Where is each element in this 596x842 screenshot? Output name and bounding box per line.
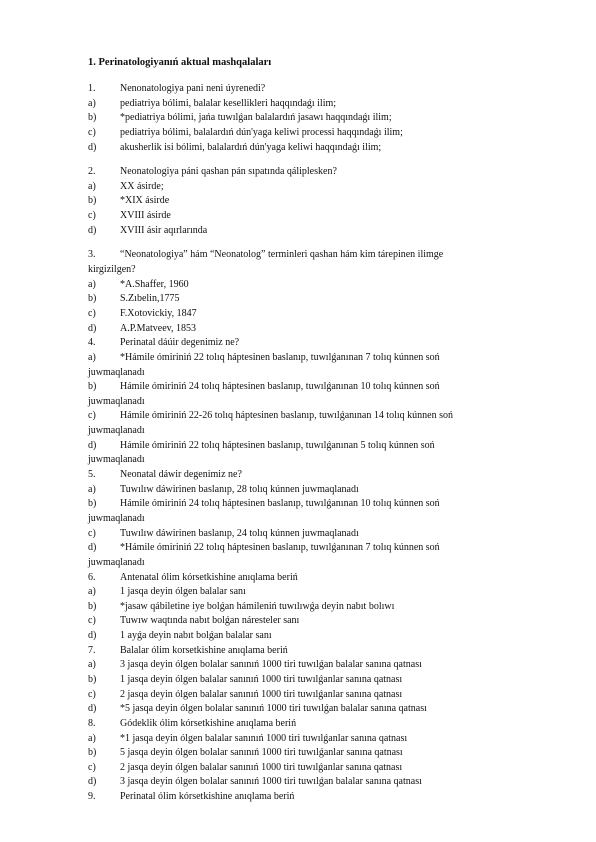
option-text: *pediatriya bólimi, jańa tuwılǵan balalardıń jasawı haqqındaǵı ilim; [120,112,392,124]
option-text: 1 ayǵa deyin nabıt bolǵan balalar sanı [120,630,272,642]
option-text: 5 jasqa deyin ólgen bolalar sanınıń 1000 tiri tuwılǵanlar sanına qatnası [120,747,403,759]
option-text-continuation: juwmaqlanadı [88,366,145,378]
answer-option [88,702,528,717]
option-text: akusherlik isi bólimi, balalardıń dún'yaga keliwi haqqındaǵı ilim; [120,141,382,153]
answer-option [88,292,528,307]
option-text: Tuwılıw dáwirinen baslanıp, 28 tolıq kúnnen juwmaqlanadı [120,483,359,495]
option-label: d) [88,542,97,554]
question-line [88,165,528,180]
question-text: Neonatal dáwir degenimiz ne? [120,469,242,481]
answer-option [88,585,528,600]
question-block [88,644,528,717]
answer-option [88,614,528,629]
answer-option [88,351,528,366]
option-label: c) [88,410,96,422]
option-label: c) [88,307,96,319]
question-line [88,82,528,97]
option-label: c) [88,527,96,539]
answer-option [88,527,528,542]
question-line [88,644,528,659]
question-block [88,82,528,155]
option-text: F.Xotovickiy, 1847 [120,307,197,319]
question-number: 3. [88,249,96,261]
answer-option [88,307,528,322]
option-text-continuation: juwmaqlanadı [88,395,145,407]
option-text: *1 jasqa deyin ólgen balalar sanınıń 1000 tiri tuwılǵanlar sanına qatnası [120,732,408,744]
option-label: c) [88,126,96,138]
answer-option [88,180,528,195]
option-text: 3 jasqa deyin ólgen bolalar sanınıń 1000 tiri tuwılǵan balalar sanına qatnası [120,659,422,671]
question-number: 9. [88,791,96,803]
option-label: a) [88,351,96,363]
option-text: Tuwıw waqtında nabıt bolǵan náresteler sanı [120,615,300,627]
option-text: XX ásirde; [120,180,164,192]
answer-option [88,141,528,156]
option-label: c) [88,688,96,700]
question-number: 2. [88,166,96,178]
answer-option [88,775,528,790]
answer-option [88,209,528,224]
question-block [88,571,528,644]
option-text: Hámile ómiriniń 22-26 tolıq háptesinen baslanıp, tuwılǵanınan 14 tolıq kúnnen soń [120,410,454,422]
option-text: XVIII ásir aqırlarında [120,224,208,236]
option-text: pediatriya bólimi, balalar keselliklerі haqqındaǵı ilim; [120,97,337,109]
answer-option [88,111,528,126]
answer-option [88,97,528,112]
answer-option [88,194,528,209]
answer-option [88,673,528,688]
block-spacer [88,155,528,165]
option-text: *jasaw qábiletine iye bolǵan hámileniń tuwılıwǵa deyin nabıt bolıwı [120,600,395,612]
option-text-continuation: juwmaqlanadı [88,454,145,466]
answer-option [88,688,528,703]
question-line [88,571,528,586]
answer-option [88,497,528,512]
option-text: *Hámile ómiriniń 22 tolıq háptesinen baslanıp, tuwılǵanınan 7 tolıq kúnnen soń [120,351,440,363]
question-list [88,82,528,805]
option-text: *XIX ásirde [120,195,170,207]
option-text: XVIII ásirde [120,210,171,222]
option-label: b) [88,112,97,124]
answer-option [88,658,528,673]
option-label: d) [88,703,97,715]
option-label: a) [88,732,96,744]
section-title: 1. Perinatologiyanıń aktual mashqalaları [88,57,272,68]
question-text: “Neonatologiya” hám “Neonatolog” terminleri qashan hám kim tárepinen ilimge [120,249,444,261]
option-label: b) [88,293,97,305]
answer-option [88,483,528,498]
question-line [88,336,528,351]
answer-option [88,629,528,644]
question-line [88,468,528,483]
option-label: b) [88,747,97,759]
option-label: a) [88,659,96,671]
question-number: 6. [88,571,96,583]
option-label: a) [88,483,96,495]
option-label: d) [88,322,97,334]
option-label: b) [88,381,97,393]
answer-option [88,322,528,337]
option-text: A.P.Matveev, 1853 [120,322,197,334]
option-label: b) [88,195,97,207]
option-label: a) [88,97,96,109]
option-label: a) [88,180,96,192]
answer-option [88,380,528,395]
option-label: d) [88,224,97,236]
option-text: *Hámile ómiriniń 22 tolıq háptesinen baslanıp, tuwılǵanınan 7 tolıq kúnnen soń [120,542,440,554]
option-label: c) [88,761,96,773]
option-text: Tuwılıw dáwirinen baslanıp, 24 tolıq kúnnen juwmaqlanadı [120,527,359,539]
question-number: 7. [88,644,96,656]
option-label: d) [88,141,97,153]
question-text: Gódeklik ólim kórsetkishine anıqlama beriń [120,717,297,729]
answer-option [88,761,528,776]
question-text: Neonatologiya páni qashan pán sıpatında qáliplesken? [120,166,337,178]
answer-option [88,732,528,747]
question-block [88,717,528,790]
option-text: Hámile ómiriniń 22 tolıq háptesinen baslanıp, tuwılǵanınan 5 tolıq kúnnen soń [120,439,435,451]
answer-option [88,224,528,239]
option-label: d) [88,439,97,451]
answer-option [88,126,528,141]
option-label: c) [88,210,96,222]
option-text: Hámile ómiriniń 24 tolıq háptesinen baslanıp, tuwılǵanınan 10 tolıq kúnnen soń [120,381,440,393]
option-label: d) [88,776,97,788]
question-text: Antenatal ólim kórsetkishine anıqlama beriń [120,571,298,583]
option-label: a) [88,278,96,290]
answer-option [88,278,528,293]
option-text: *A.Shaffer, 1960 [120,278,189,290]
answer-option [88,600,528,615]
option-text: 3 jasqa deyin ólgen bolalar sanınıń 1000 tiri tuwılǵan balalar sanına qatnası [120,776,422,788]
option-label: b) [88,498,97,510]
question-block [88,165,528,238]
option-text: pediatriya bólimi, balalardıń dún'yaga keliwi processi haqqındaǵı ilim; [120,126,403,138]
question-block [88,336,528,468]
question-block [88,790,528,805]
option-text-continuation: juwmaqlanadı [88,556,145,568]
question-number: 1. [88,83,96,94]
option-label: c) [88,615,96,627]
option-text: 2 jasqa deyin ólgen balalar sanınıń 1000 tiri tuwılǵanlar sanına qatnası [120,761,403,773]
question-text: Perinatal dáúir degenimiz ne? [120,337,240,349]
question-number: 4. [88,337,96,349]
option-label: a) [88,586,96,598]
question-block [88,248,528,336]
answer-option [88,409,528,424]
option-text: S.Zıbelin,1775 [120,293,180,305]
option-label: b) [88,600,97,612]
option-text-continuation: juwmaqlanadı [88,425,145,437]
option-label: d) [88,630,97,642]
question-block [88,468,528,570]
option-text: 1 jasqa deyin ólgen balalar sanınıń 1000 tiri tuwılǵanlar sanına qatnası [120,673,403,685]
answer-option [88,439,528,454]
block-spacer [88,238,528,248]
option-text: 1 jasqa deyin ólgen balalar sanı [120,586,246,598]
question-line [88,790,528,805]
question-text-continuation: kirgizilgen? [88,264,136,276]
question-text: Balalar ólim korsetkishine anıqlama beriń [120,644,288,656]
option-text: 2 jasqa deyin ólgen balalar sanınıń 1000 tiri tuwılǵanlar sanına qatnası [120,688,403,700]
question-line [88,248,528,263]
question-text: Nenonatologiya pani neni úyrenedi? [120,83,266,94]
question-text: Perinatal ólim kórsetkishine anıqlama beriń [120,791,295,803]
option-label: b) [88,673,97,685]
answer-option [88,541,528,556]
option-text-continuation: juwmaqlanadı [88,512,145,524]
option-text: Hámile ómiriniń 24 tolıq háptesinen baslanıp, tuwılǵanınan 10 tolıq kúnnen soń [120,498,440,510]
option-text: *5 jasqa deyin ólgen bolalar sanınıń 1000 tiri tuwılǵan balalar sanına qatnası [120,703,427,715]
question-number: 8. [88,717,96,729]
question-line [88,717,528,732]
answer-option [88,746,528,761]
question-number: 5. [88,469,96,481]
